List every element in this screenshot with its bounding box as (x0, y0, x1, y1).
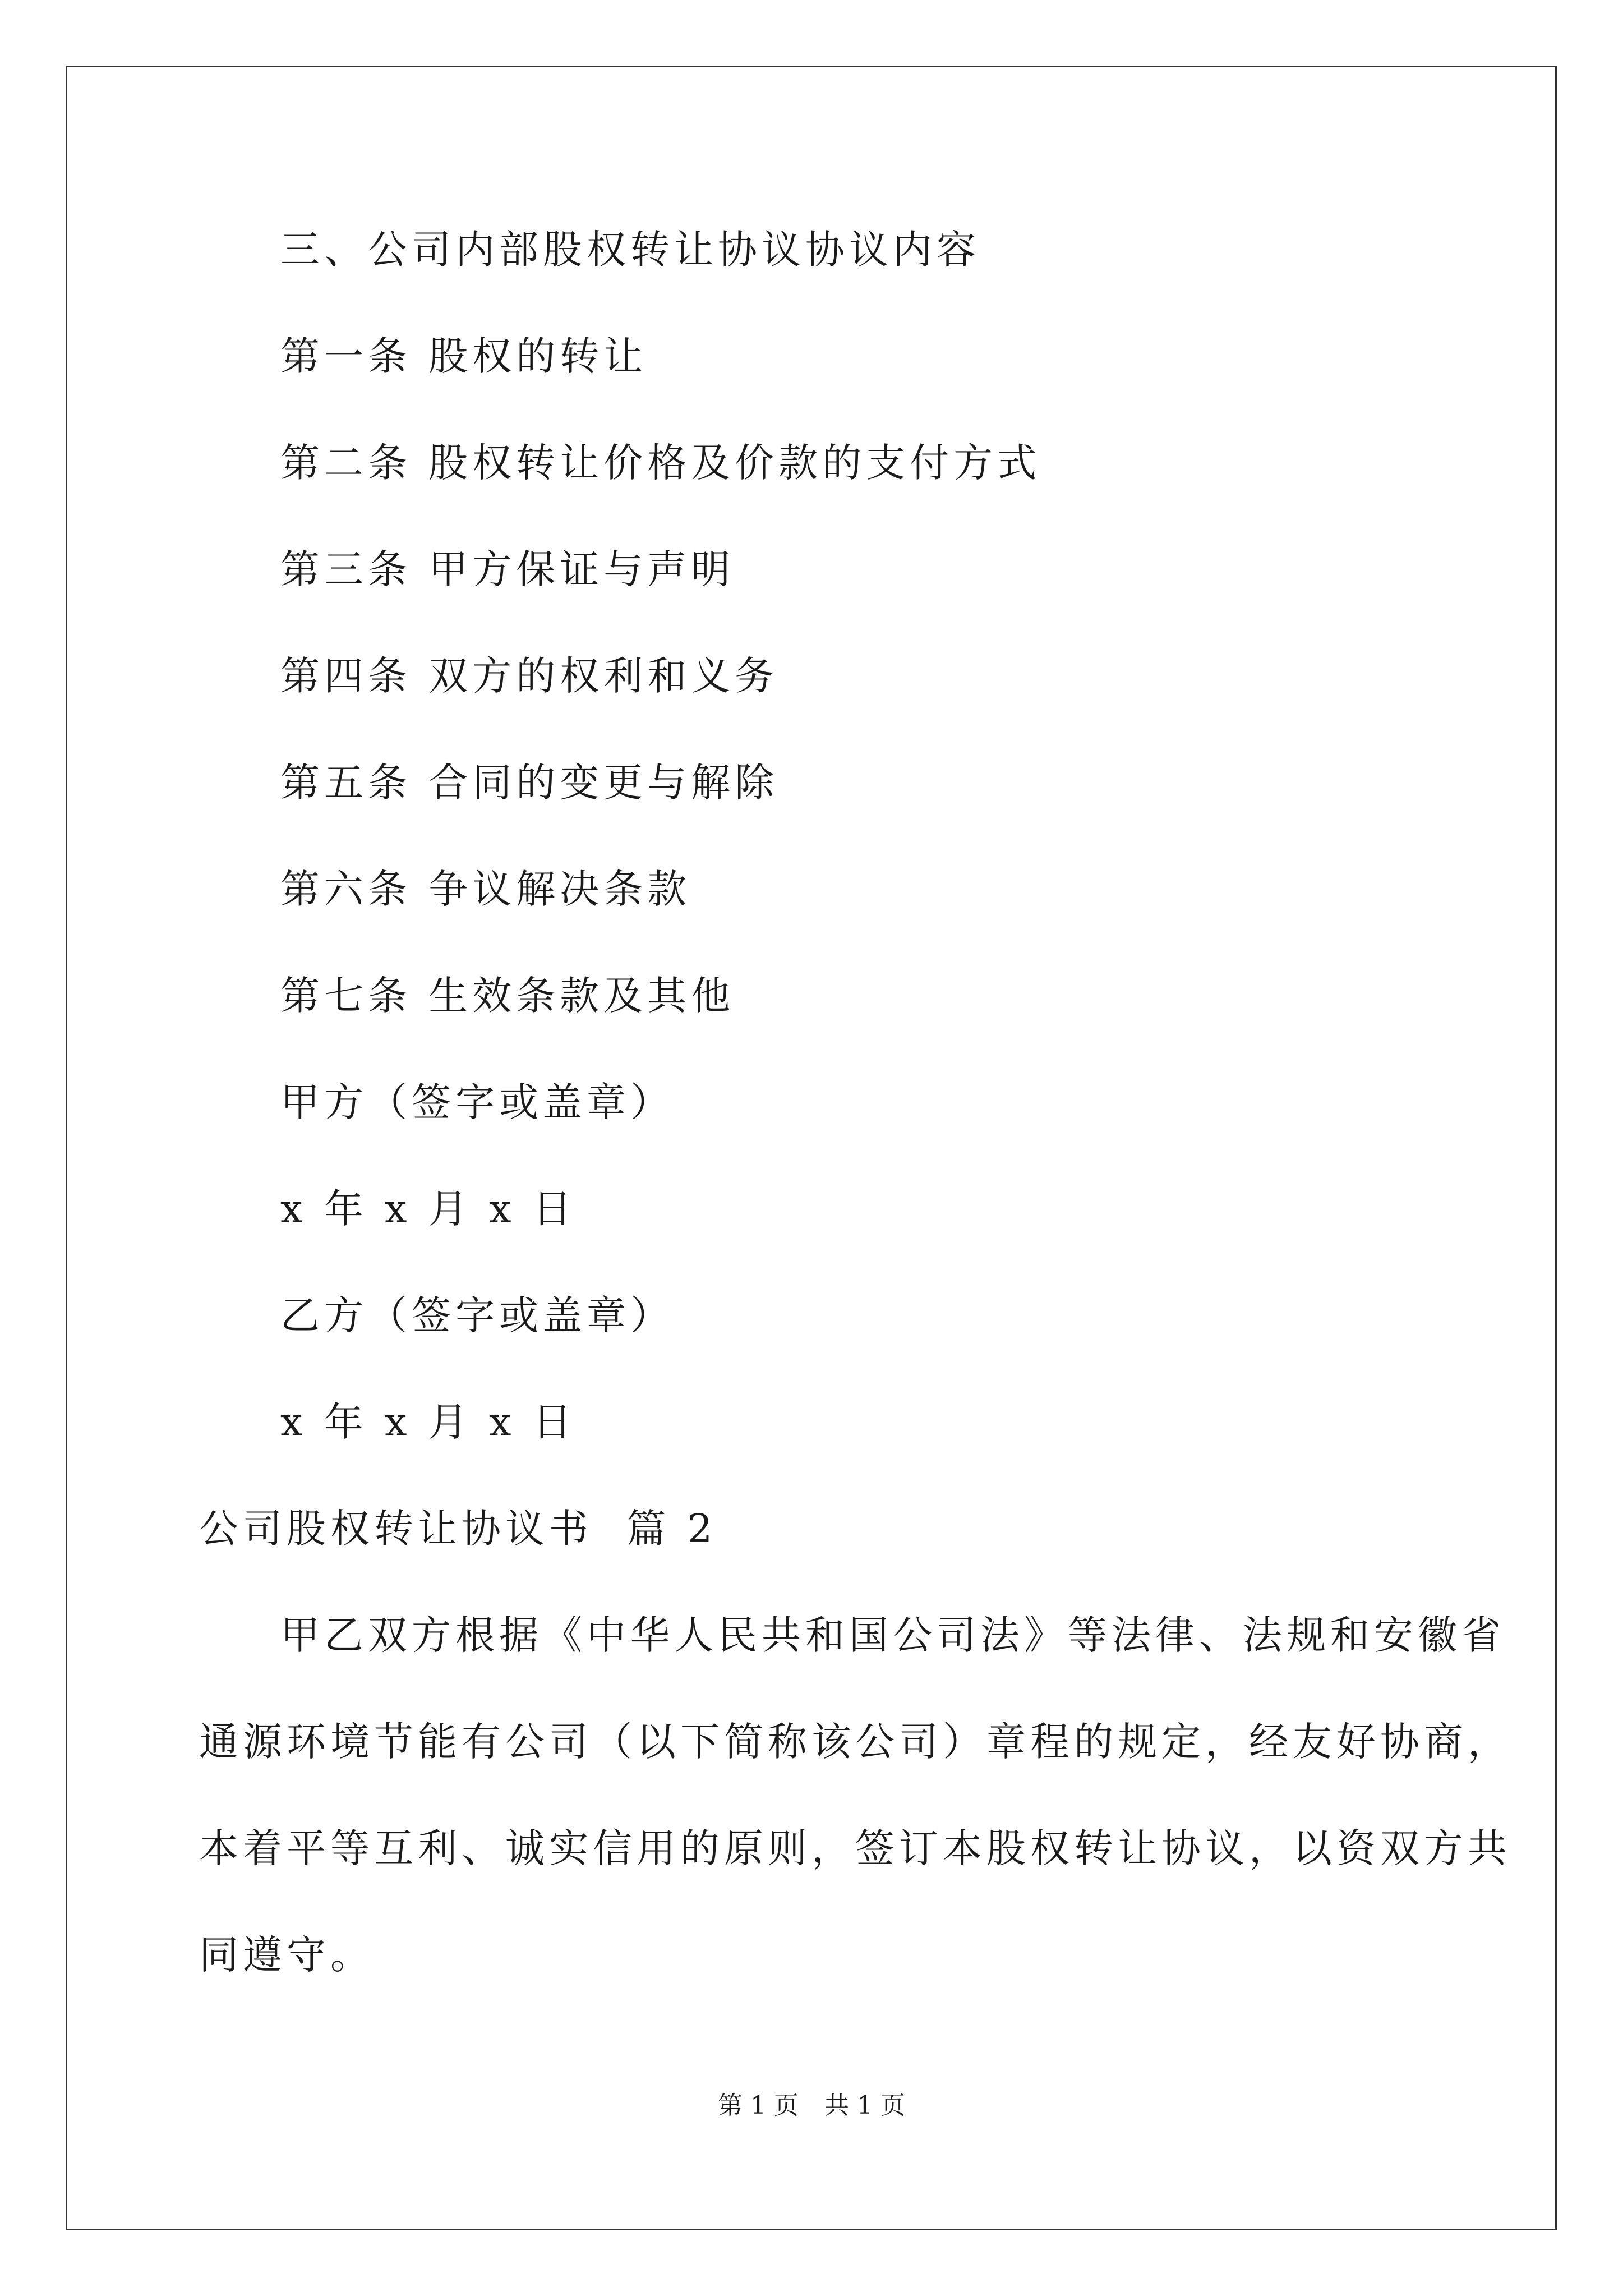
page-footer (0, 2089, 1623, 2123)
article-3: 第三条 甲方保证与声明 (280, 546, 735, 592)
article-4: 第四条 双方的权利和义务 (280, 653, 779, 699)
party-b-date: x 年 x 月 x 日 (280, 1399, 577, 1445)
page-border (66, 66, 1557, 2230)
paragraph-line-4: 同遵守。 (199, 1932, 374, 1978)
article-5: 第五条 合同的变更与解除 (280, 760, 779, 806)
article-2: 第二条 股权转让价格及价款的支付方式 (280, 440, 1041, 486)
article-7: 第七条 生效条款及其他 (280, 973, 735, 1019)
article-6: 第六条 争议解决条款 (280, 866, 691, 912)
paragraph-line-2: 通源环境节能有公司（以下简称该公司）章程的规定，经友好协商， (199, 1719, 1511, 1765)
outline-heading: 三、公司内部股权转让协议协议内容 (280, 227, 980, 273)
section-title: 公司股权转让协议书 篇 2 (199, 1506, 717, 1552)
party-a-signature: 甲方（签字或盖章） (280, 1079, 674, 1125)
article-1: 第一条 股权的转让 (280, 333, 648, 379)
paragraph-line-3: 本着平等互利、诚实信用的原则，签订本股权转让协议，以资双方共 (199, 1825, 1511, 1871)
paragraph-line-1: 甲乙双方根据《中华人民共和国公司法》等法律、法规和安徽省 (280, 1612, 1505, 1658)
page-total: 共 1 页 (824, 2091, 905, 2120)
party-b-signature: 乙方（签字或盖章） (280, 1292, 674, 1338)
party-a-date: x 年 x 月 x 日 (280, 1186, 577, 1232)
page-number: 第 1 页 (718, 2091, 799, 2120)
